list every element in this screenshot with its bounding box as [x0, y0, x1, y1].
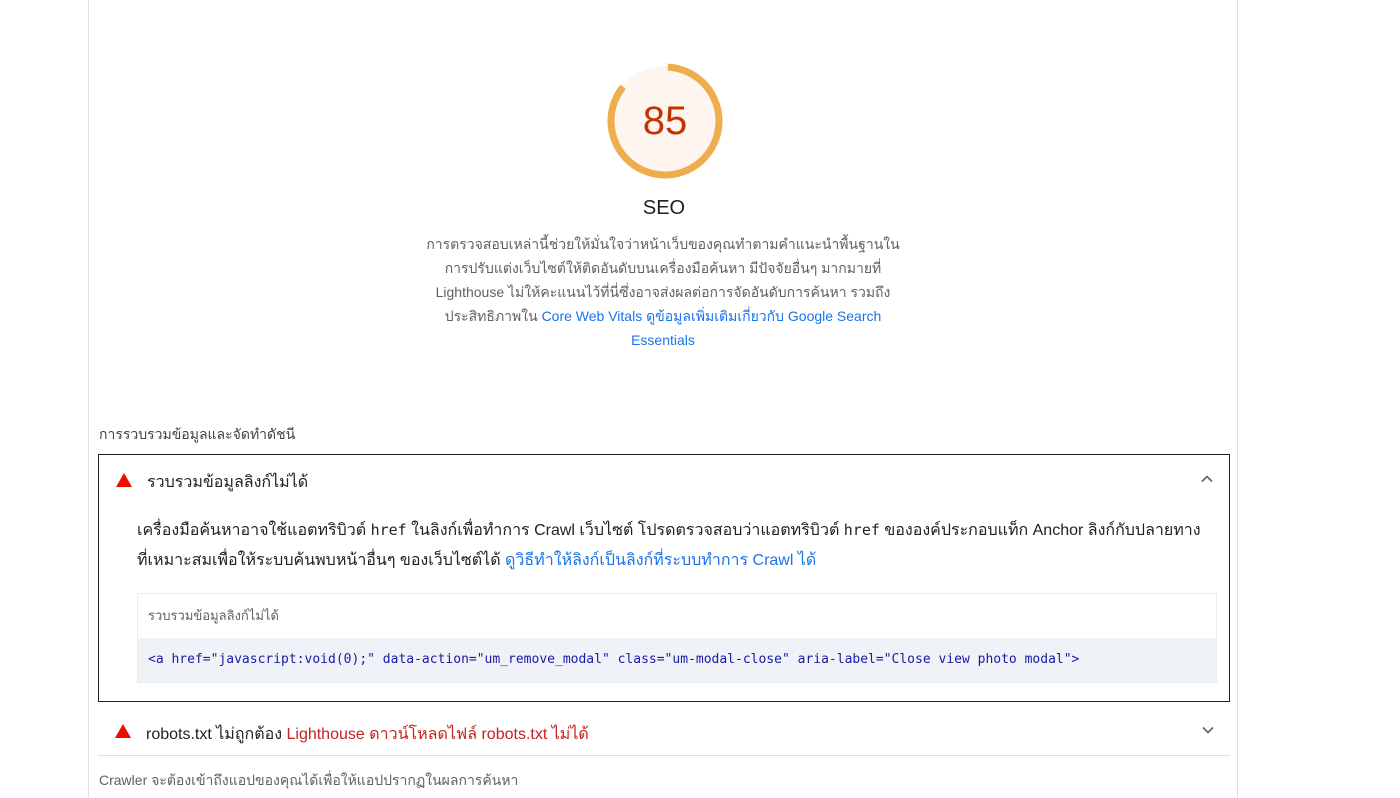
audit-crawlable-anchors — [98, 454, 1230, 702]
audit-error-text: Lighthouse ดาวน์โหลดไฟล์ robots.txt ไม่ได้ — [286, 726, 589, 743]
seo-score-gauge[interactable] — [606, 62, 724, 180]
audit-robots-txt[interactable] — [98, 705, 1230, 756]
gauge-score-value: 85 — [642, 99, 688, 143]
gauge-title: SEO — [642, 197, 686, 219]
chevron-up-icon[interactable] — [1199, 471, 1215, 487]
audit-title — [146, 722, 589, 747]
audit-title-text: robots.txt ไม่ถูกต้อง — [146, 726, 283, 743]
seo-category-section — [88, 0, 1238, 798]
core-web-vitals-link[interactable]: Core Web Vitals — [541, 308, 643, 324]
category-description — [415, 232, 911, 352]
table-header: รวบรวมข้อมูลลิงก์ไม่ได้ — [138, 594, 1216, 638]
audit-description-text: ในลิงก์เพื่อทำการ Crawl เว็บไซต์ โปรดตรวจสอบว่าแอตทริบิวต์ — [406, 522, 844, 539]
audit-description-text: ขององค์ประกอบแท็ก Anchor ลิงก์กับปลายทางที่เหมาะสมเพื่อให้ระบบค้นพบหน้าอื่นๆ ของเว็บไซต์ได้ — [137, 522, 1201, 569]
chevron-down-icon[interactable] — [1200, 722, 1216, 738]
description-text: การตรวจสอบเหล่านี้ช่วยให้มั่นใจว่าหน้าเว็บของคุณทำตามคำแนะนำพื้นฐานในการปรับแต่งเว็บไซต์ให้ติดอันดับบนเครื่องมือค้นหา มีปัจจัยอื่นๆ มากมายที่ Lighthouse ไม่ให้คะแนนไว้ที่นี่ซึ่งอาจส่งผลต่อการจัดอันดับการค้นหา รวมถึงประสิทธิภาพใน — [426, 236, 900, 324]
audit-header[interactable] — [99, 455, 1229, 505]
table-row[interactable]: <a href="javascript:void(0);" data-action="um_remove_modal" class="um-modal-close" aria-label="Close view photo modal"> — [138, 638, 1216, 682]
google-search-essentials-link[interactable]: ดูข้อมูลเพิ่มเติมเกี่ยวกับ Google Search Essentials — [631, 308, 882, 348]
href-code: href — [843, 521, 880, 539]
learn-more-link[interactable]: ดูวิธีทำให้ลิงก์เป็นลิงก์ที่ระบบทำการ Crawl ได้ — [505, 552, 817, 569]
href-code: href — [370, 521, 407, 539]
audit-description-text: เครื่องมือค้นหาอาจใช้แอตทริบิวต์ — [137, 522, 371, 539]
audit-title: รวบรวมข้อมูลลิงก์ไม่ได้ — [147, 474, 309, 491]
audit-group-title: การรวบรวมข้อมูลและจัดทำดัชนี — [99, 426, 296, 442]
group-footer-description: Crawler จะต้องเข้าถึงแอปของคุณได้เพื่อให้แอปปรากฏในผลการค้นหา — [99, 772, 519, 788]
audit-details-table — [137, 593, 1217, 683]
audit-description — [137, 515, 1207, 576]
warning-triangle-icon — [115, 724, 131, 738]
warning-triangle-icon — [116, 473, 132, 487]
